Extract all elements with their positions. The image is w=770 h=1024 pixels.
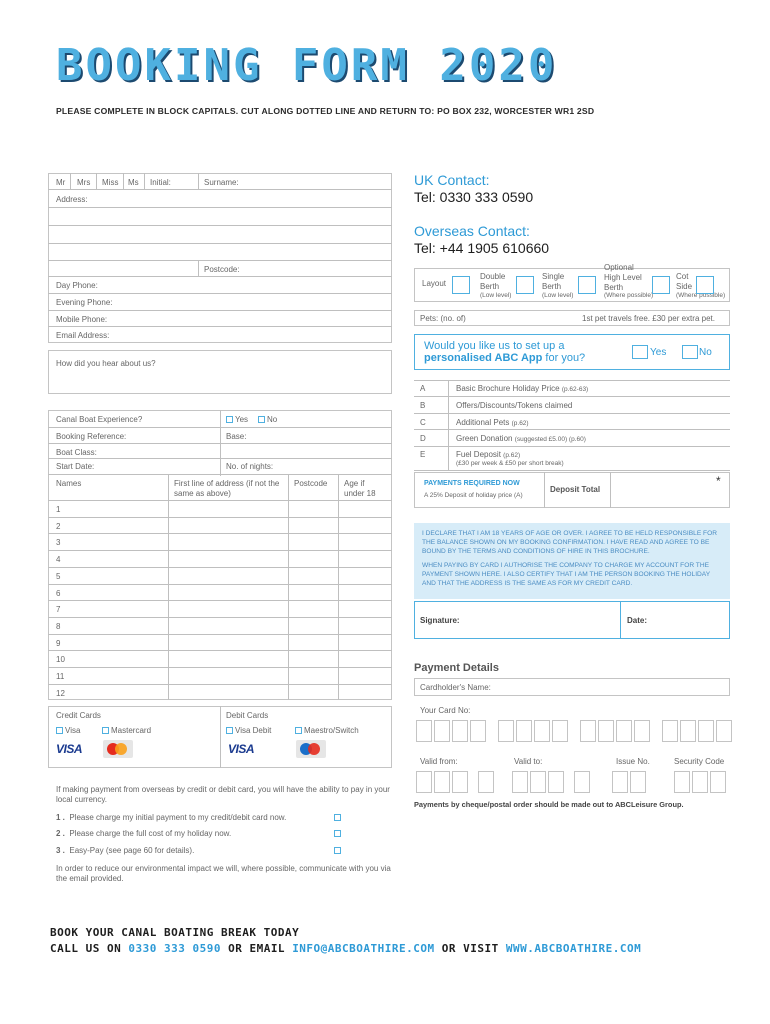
price-letter-d: D xyxy=(420,434,426,443)
deposit-sub: A 25% Deposit of holiday price (A) xyxy=(424,492,523,499)
price-e-text: Fuel Deposit xyxy=(456,450,501,459)
address-label: Address: xyxy=(56,195,88,204)
party-row-number: 12 xyxy=(56,688,65,698)
price-d-note: (suggested £5.00) (p.60) xyxy=(514,436,586,443)
option-3-number: 3 . xyxy=(56,846,65,855)
payment-details-heading: Payment Details xyxy=(414,662,499,674)
experience-no[interactable] xyxy=(258,415,277,424)
mastercard-label: Mastercard xyxy=(111,726,152,735)
deposit-total-label: Deposit Total xyxy=(550,485,601,494)
visa-checkbox[interactable] xyxy=(56,727,63,734)
declaration-box xyxy=(414,523,730,599)
credit-cards-heading: Credit Cards xyxy=(56,711,101,720)
layout-single-checkbox[interactable] xyxy=(516,276,534,294)
footer-website[interactable]: WWW.ABCBOATHIRE.COM xyxy=(505,942,642,955)
card-digit-box[interactable] xyxy=(498,720,514,742)
card-number-label: Your Card No: xyxy=(420,706,471,715)
title-miss[interactable]: Miss xyxy=(102,178,119,187)
card-digit-box[interactable] xyxy=(616,720,632,742)
declaration-text-1: I DECLARE THAT I AM 18 YEARS OF AGE OR OVER. I AGREE TO BE HELD RESPONSIBLE FOR THE BALANCE SHOWN ON MY BOOKING CONFIRMATION. I HAVE READ AND AGREE TO BE BOUND BY THE TERMS AND CONDITIONS OF HIRE IN THIS BROCHURE. xyxy=(422,530,717,555)
overseas-contact-label: Overseas Contact: xyxy=(414,223,530,239)
nights-label: No. of nights: xyxy=(226,462,274,471)
party-row-number: 10 xyxy=(56,655,65,665)
pets-note: 1st pet travels free. £30 per extra pet. xyxy=(582,314,715,323)
option-2-checkbox[interactable] xyxy=(334,829,343,838)
date-digit-box[interactable] xyxy=(630,771,646,793)
visa-debit-logo: VISA xyxy=(228,742,255,756)
layout-double-note: (Low level) xyxy=(480,292,512,299)
declaration-text-2: WHEN PAYING BY CARD I AUTHORISE THE COMPANY TO CHARGE MY ACCOUNT FOR THE PAYMENT SHOWN HERE. I ALSO CERTIFY THAT I AM THE PERSON BOOKING THE HOLIDAY AND THAT THE ADDRESS IS THE SAME AS FOR MY CREDIT CARD. xyxy=(422,562,710,587)
layout-double-checkbox[interactable] xyxy=(452,276,470,294)
card-digit-box[interactable] xyxy=(598,720,614,742)
option-2-number: 2 . xyxy=(56,829,65,838)
maestro-label: Maestro/Switch xyxy=(304,726,359,735)
app-question-line1: Would you like us to set up a xyxy=(424,340,565,352)
card-digit-box[interactable] xyxy=(680,720,696,742)
signature-label: Signature: xyxy=(420,616,460,625)
security-code-label: Security Code xyxy=(674,757,725,766)
experience-no-checkbox[interactable] xyxy=(258,416,265,423)
party-row-number: 7 xyxy=(56,605,61,615)
price-c-label xyxy=(456,418,529,427)
party-row-number: 8 xyxy=(56,621,61,631)
party-age-header: Age if under 18 xyxy=(344,479,376,498)
option-2-text: Please charge the full cost of my holiday now. xyxy=(69,829,232,838)
app-no-label: No xyxy=(699,347,712,358)
party-row-number: 5 xyxy=(56,571,61,581)
title-mr[interactable]: Mr xyxy=(56,178,66,187)
mastercard-logo xyxy=(103,740,133,758)
option-1-number: 1 . xyxy=(56,813,65,822)
option-3-checkbox[interactable] xyxy=(334,846,343,855)
layout-single-note: (Low level) xyxy=(542,292,574,299)
form-title: BOOKING FORM 2020 xyxy=(56,40,558,91)
cheque-note: Payments by cheque/postal order should be made out to ABCLeisure Group. xyxy=(414,800,684,809)
party-row-number: 11 xyxy=(56,672,65,681)
card-digit-box[interactable] xyxy=(516,720,532,742)
app-yes-label: Yes xyxy=(650,347,667,358)
option-3 xyxy=(56,846,194,855)
experience-no-label: No xyxy=(267,415,278,424)
price-d-label xyxy=(456,434,586,443)
experience-yes-label: Yes xyxy=(235,415,249,424)
layout-cot-label: Cot Side xyxy=(676,272,693,291)
price-e-label xyxy=(456,450,520,459)
card-digit-box[interactable] xyxy=(716,720,732,742)
mastercard-checkbox[interactable] xyxy=(102,727,109,734)
email-label: Email Address: xyxy=(56,331,110,340)
maestro-logo xyxy=(296,740,326,758)
mastercard-option[interactable] xyxy=(102,726,151,735)
app-question-line2 xyxy=(424,352,585,364)
pets-label: Pets: (no. of) xyxy=(420,314,466,323)
footer-contact xyxy=(50,942,641,955)
footer-visit-label: OR VISIT xyxy=(441,942,499,955)
option-1-text: Please charge my initial payment to my credit/debit card now. xyxy=(69,813,287,822)
option-1 xyxy=(56,813,286,822)
price-c-text: Additional Pets xyxy=(456,418,510,427)
deposit-heading: PAYMENTS REQUIRED NOW xyxy=(424,480,520,487)
visa-logo: VISA xyxy=(56,742,83,756)
date-digit-box[interactable] xyxy=(574,771,590,793)
card-digit-box[interactable] xyxy=(634,720,650,742)
visa-debit-checkbox[interactable] xyxy=(226,727,233,734)
card-digit-box[interactable] xyxy=(416,720,432,742)
visa-debit-label: Visa Debit xyxy=(235,726,272,735)
how-heard-box[interactable] xyxy=(48,350,392,394)
date-digit-box[interactable] xyxy=(434,771,450,793)
party-row-number: 2 xyxy=(56,521,61,531)
start-date-label: Start Date: xyxy=(56,462,95,471)
signature-box[interactable] xyxy=(414,601,730,639)
party-row-number: 1 xyxy=(56,505,61,514)
card-digit-box[interactable] xyxy=(662,720,678,742)
postcode-label: Postcode: xyxy=(204,265,240,274)
price-letter-b: B xyxy=(420,401,426,410)
party-names-header: Names xyxy=(56,479,82,488)
footer-email[interactable]: INFO@ABCBOATHIRE.COM xyxy=(292,942,435,955)
footer-phone[interactable]: 0330 333 0590 xyxy=(128,942,221,955)
issue-no-label: Issue No. xyxy=(616,757,650,766)
date-digit-box[interactable] xyxy=(612,771,628,793)
app-question-rest: for you? xyxy=(542,352,586,364)
party-row-number: 4 xyxy=(56,555,61,565)
card-digit-box[interactable] xyxy=(452,720,468,742)
date-digit-box[interactable] xyxy=(674,771,690,793)
footer-call-label: CALL US ON xyxy=(50,942,122,955)
app-no-checkbox[interactable] xyxy=(682,345,698,359)
layout-high-checkbox[interactable] xyxy=(578,276,596,294)
price-letter-e: E xyxy=(420,450,426,459)
date-digit-box[interactable] xyxy=(548,771,564,793)
visa-debit-option[interactable] xyxy=(226,726,271,735)
how-heard-label: How did you hear about us? xyxy=(56,359,156,368)
cardholder-label: Cardholder's Name: xyxy=(420,683,491,692)
uk-contact-tel: Tel: 0330 333 0590 xyxy=(414,189,534,205)
date-digit-box[interactable] xyxy=(416,771,432,793)
footer-email-label: OR EMAIL xyxy=(228,942,286,955)
date-digit-box[interactable] xyxy=(710,771,726,793)
overseas-intro: If making payment from overseas by credit or debit card, you will have the ability to pay in your local currency. xyxy=(56,785,390,804)
date-digit-box[interactable] xyxy=(692,771,708,793)
layout-high-note: (Where possible) xyxy=(604,292,654,299)
price-a-note: (p.62-63) xyxy=(561,386,589,393)
price-letter-a: A xyxy=(420,384,426,393)
mobile-phone-label: Mobile Phone: xyxy=(56,315,108,324)
date-digit-box[interactable] xyxy=(452,771,468,793)
debit-cards-heading: Debit Cards xyxy=(226,711,269,720)
price-d-text: Green Donation xyxy=(456,434,513,443)
return-instructions: PLEASE COMPLETE IN BLOCK CAPITALS. CUT ALONG DOTTED LINE AND RETURN TO: PO BOX 232, WORCESTER WR1 2SD xyxy=(56,106,595,116)
experience-yes-checkbox[interactable] xyxy=(226,416,233,423)
base-label: Base: xyxy=(226,432,247,441)
card-digit-box[interactable] xyxy=(534,720,550,742)
boat-class-label: Boat Class: xyxy=(56,448,97,457)
price-b-label: Offers/Discounts/Tokens claimed xyxy=(456,401,573,410)
date-digit-box[interactable] xyxy=(512,771,528,793)
party-address-header: First line of address (if not the same as above) xyxy=(174,479,280,498)
card-digit-box[interactable] xyxy=(552,720,568,742)
price-a-text: Basic Brochure Holiday Price xyxy=(456,384,560,393)
price-a-label xyxy=(456,384,588,393)
party-row-number: 3 xyxy=(56,538,61,548)
layout-double-label: Double Berth xyxy=(480,272,506,291)
booking-ref-label: Booking Reference: xyxy=(56,432,127,441)
date-digit-box[interactable] xyxy=(530,771,546,793)
app-yes-checkbox[interactable] xyxy=(632,345,648,359)
uk-contact-label: UK Contact: xyxy=(414,172,490,188)
price-e-note: (p.62) xyxy=(503,452,521,459)
experience-yes[interactable] xyxy=(226,415,248,424)
party-row-number: 9 xyxy=(56,638,61,648)
layout-cot-checkbox[interactable] xyxy=(652,276,670,294)
deposit-star: * xyxy=(716,474,721,488)
valid-to-label: Valid to: xyxy=(514,757,543,766)
option-1-checkbox[interactable] xyxy=(334,813,343,822)
card-digit-box[interactable] xyxy=(698,720,714,742)
app-name-bold: personalised ABC App xyxy=(424,352,543,364)
option-3-text: Easy-Pay (see page 60 for details). xyxy=(69,846,195,855)
title-mrs[interactable]: Mrs xyxy=(77,178,91,187)
environment-note: In order to reduce our environmental impact we will, where possible, communicate with you via the email provided. xyxy=(56,864,391,883)
price-letter-c: C xyxy=(420,418,426,427)
canal-experience-label: Canal Boat Experience? xyxy=(56,415,143,424)
visa-option[interactable] xyxy=(56,726,80,735)
layout-cot-note: (Where possible) xyxy=(676,292,726,299)
price-c-note: (p.62) xyxy=(511,420,529,427)
card-digit-box[interactable] xyxy=(434,720,450,742)
overseas-contact-tel: Tel: +44 1905 610660 xyxy=(414,240,550,256)
day-phone-label: Day Phone: xyxy=(56,281,98,290)
initial-label: Initial: xyxy=(150,178,171,187)
surname-label: Surname: xyxy=(204,178,239,187)
layout-extra-checkbox[interactable] xyxy=(696,276,714,294)
card-digit-box[interactable] xyxy=(580,720,596,742)
evening-phone-label: Evening Phone: xyxy=(56,298,113,307)
party-postcode-header: Postcode xyxy=(294,479,328,488)
date-digit-box[interactable] xyxy=(478,771,494,793)
option-2 xyxy=(56,829,231,838)
valid-from-label: Valid from: xyxy=(420,757,458,766)
maestro-checkbox[interactable] xyxy=(295,727,302,734)
layout-label: Layout xyxy=(422,279,447,288)
layout-high-label: Optional High Level Berth xyxy=(604,263,642,292)
layout-single-label: Single Berth xyxy=(542,272,565,291)
maestro-option[interactable] xyxy=(295,726,359,735)
footer-cta: BOOK YOUR CANAL BOATING BREAK TODAY xyxy=(50,926,300,939)
title-ms[interactable]: Ms xyxy=(128,178,139,187)
visa-label: Visa xyxy=(65,726,81,735)
date-label: Date: xyxy=(627,616,648,625)
card-digit-box[interactable] xyxy=(470,720,486,742)
party-row-number: 6 xyxy=(56,588,61,598)
price-e-subnote: (£30 per week & £50 per short break) xyxy=(456,460,564,467)
